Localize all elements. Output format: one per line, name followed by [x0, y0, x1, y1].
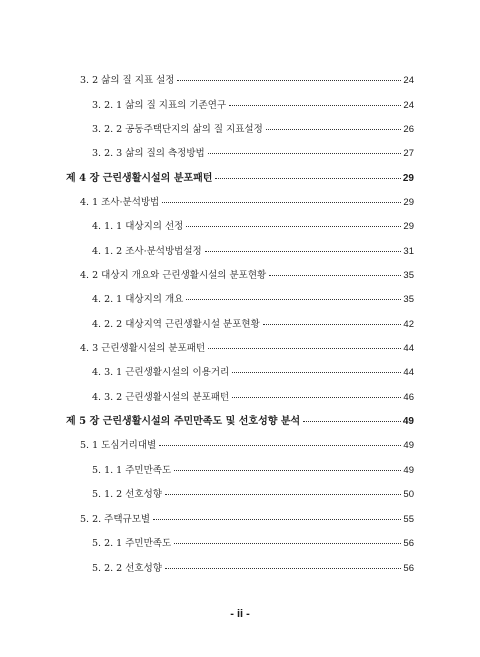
toc-entry-page: 31	[403, 246, 414, 257]
toc-entry-page: 50	[403, 489, 414, 500]
toc-entry-5-1-2[interactable]	[92, 488, 414, 502]
toc-chapter-4[interactable]	[66, 172, 414, 186]
toc-dot-leader	[153, 519, 401, 520]
toc-dot-leader	[232, 372, 401, 373]
toc-dot-leader	[177, 80, 401, 81]
toc-entry-page: 56	[403, 538, 414, 549]
toc-entry-3-2-1[interactable]	[92, 99, 414, 113]
toc-dot-leader	[165, 568, 401, 569]
toc-entry-5-2-2[interactable]	[92, 562, 414, 576]
toc-dot-leader	[229, 105, 401, 106]
toc-dot-leader	[263, 324, 402, 325]
toc-entry-label: 4. 1. 1 대상지의 선정	[92, 221, 184, 232]
page-number: - ii -	[230, 608, 250, 620]
toc-dot-leader	[165, 494, 401, 495]
toc-entry-label: 5. 1 도심거리대별	[80, 440, 157, 451]
toc-entry-page: 24	[403, 100, 414, 111]
toc-entry-label: 4. 1 조사·분석방법	[80, 197, 160, 208]
toc-entry-page: 29	[403, 197, 414, 208]
toc-entry-4-1-2[interactable]	[92, 245, 414, 259]
toc-entry-page: 35	[403, 294, 414, 305]
toc-dot-leader	[205, 251, 402, 252]
toc-entry-5-1[interactable]	[80, 439, 414, 453]
toc-dot-leader	[186, 226, 401, 227]
toc-dot-leader	[162, 202, 401, 203]
toc-entry-label: 3. 2. 1 삶의 질 지표의 기존연구	[92, 100, 227, 111]
toc-entry-page: 27	[403, 148, 414, 159]
toc-entry-label: 5. 1. 1 주민만족도	[92, 465, 172, 476]
toc-entry-5-2-1[interactable]	[92, 537, 414, 551]
toc-entry-page: 29	[403, 221, 414, 232]
toc-entry-4-2[interactable]	[80, 269, 414, 283]
toc-entry-label: 4. 2. 1 대상지의 개요	[92, 294, 184, 305]
toc-entry-4-1-1[interactable]	[92, 220, 414, 234]
toc-entry-3-2-3[interactable]	[92, 147, 414, 161]
toc-entry-4-2-1[interactable]	[92, 293, 414, 307]
toc-entry-page: 55	[403, 514, 414, 525]
toc-entry-label: 4. 2 대상지 개요와 근린생활시설의 분포현황	[80, 270, 267, 281]
toc-entry-page: 44	[403, 343, 414, 354]
toc-dot-leader	[266, 129, 402, 130]
toc-entry-label: 제 4 장 근린생활시설의 분포패턴	[66, 173, 213, 184]
toc-dot-leader	[208, 348, 401, 349]
toc-entry-5-1-1[interactable]	[92, 464, 414, 478]
toc-entry-page: 49	[403, 465, 414, 476]
toc-dot-leader	[174, 470, 401, 471]
toc-entry-4-3-2[interactable]	[92, 391, 414, 405]
toc-entry-page: 49	[402, 416, 414, 427]
toc-dot-leader	[232, 397, 401, 398]
toc-entry-label: 5. 1. 2 선호성향	[92, 489, 162, 500]
toc-dot-leader	[303, 421, 401, 422]
toc-entry-label: 3. 2. 3 삶의 질의 측정방법	[92, 148, 205, 159]
toc-entry-4-1[interactable]	[80, 196, 414, 210]
toc-entry-3-2[interactable]	[80, 74, 414, 88]
toc-entry-label: 제 5 장 근린생활시설의 주민만족도 및 선호성향 분석	[66, 416, 301, 427]
toc-entry-page: 29	[402, 173, 414, 184]
toc-dot-leader	[159, 445, 401, 446]
toc-entry-4-2-2[interactable]	[92, 318, 414, 332]
toc-entry-label: 4. 3 근린생활시설의 분포패턴	[80, 343, 206, 354]
toc-entry-page: 24	[403, 75, 414, 86]
toc-entry-3-2-2[interactable]	[92, 123, 414, 137]
toc-dot-leader	[269, 275, 401, 276]
toc-entry-label: 3. 2. 2 공동주택단지의 삶의 질 지표설정	[92, 124, 263, 135]
toc-entry-label: 4. 2. 2 대상지역 근린생활시설 분포현황	[92, 319, 260, 330]
toc-entry-page: 44	[403, 367, 414, 378]
toc-entry-label: 4. 3. 2 근린생활시설의 분포패턴	[92, 392, 230, 403]
toc-entry-label: 3. 2 삶의 질 지표 설정	[80, 75, 175, 86]
toc-entry-label: 5. 2. 주택규모별	[80, 514, 151, 525]
toc-entry-4-3-1[interactable]	[92, 366, 414, 380]
toc-dot-leader	[174, 543, 401, 544]
toc-entry-4-3[interactable]	[80, 342, 414, 356]
toc-entry-label: 4. 1. 2 조사·분석방법설정	[92, 246, 202, 257]
toc-dot-leader	[208, 153, 402, 154]
toc-entry-page: 49	[403, 440, 414, 451]
toc-dot-leader	[215, 178, 400, 179]
toc-entry-label: 4. 3. 1 근린생활시설의 이용거리	[92, 367, 230, 378]
toc-entry-page: 56	[403, 563, 414, 574]
toc-entry-label: 5. 2. 1 주민만족도	[92, 538, 172, 549]
toc-entry-5-2[interactable]	[80, 513, 414, 527]
toc-chapter-5[interactable]	[66, 415, 414, 429]
toc-entry-page: 46	[403, 392, 414, 403]
toc-entry-page: 26	[403, 124, 414, 135]
toc-dot-leader	[186, 299, 401, 300]
toc-entry-page: 35	[403, 270, 414, 281]
toc-entry-label: 5. 2. 2 선호성향	[92, 563, 162, 574]
toc-entry-page: 42	[403, 319, 414, 330]
